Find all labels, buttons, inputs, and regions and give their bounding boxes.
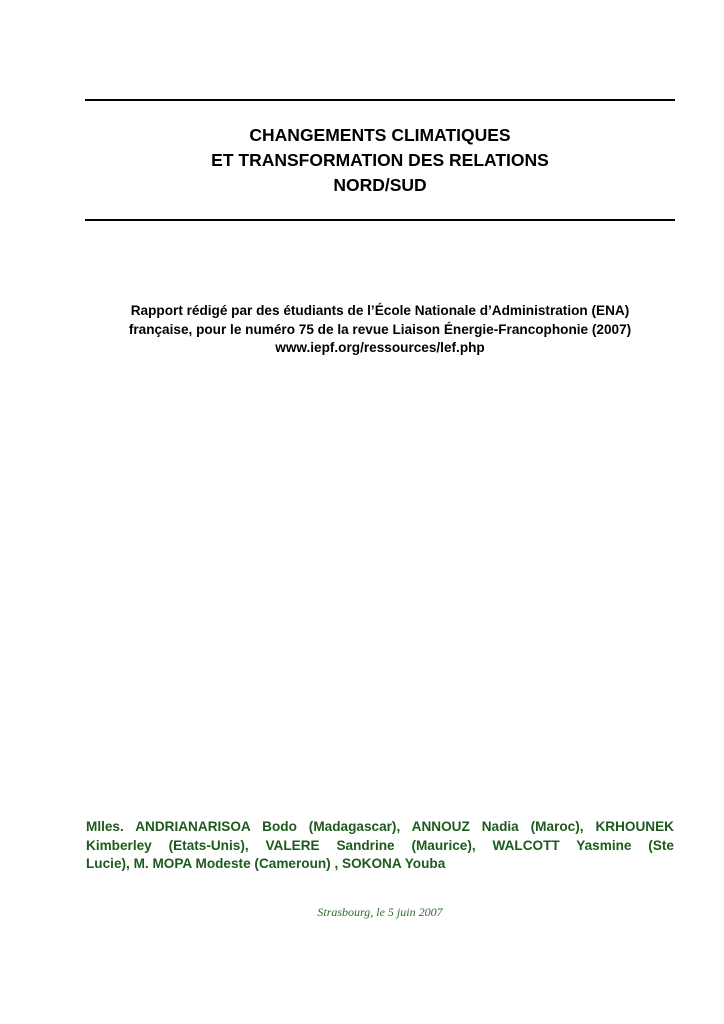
subtitle-line-1: Rapport rédigé par des étudiants de l’École Nationale d’Administration (ENA) <box>130 303 630 318</box>
authors-line-1: Mlles. ANDRIANARISOA Bodo (Madagascar), ANNOUZ Nadia (Maroc), KRHOUNEK <box>86 819 674 834</box>
report-description <box>85 302 675 358</box>
title-line-1: CHANGEMENTS CLIMATIQUES <box>249 125 511 145</box>
subtitle-url: www.iepf.org/ressources/lef.php <box>275 340 485 355</box>
top-divider <box>85 99 675 101</box>
title-line-2: ET TRANSFORMATION DES RELATIONS <box>211 150 549 170</box>
subtitle-line-2: française, pour le numéro 75 de la revue Liaison Énergie-Francophonie (2007) <box>128 321 632 337</box>
title-line-3: NORD/SUD <box>333 175 427 195</box>
place-and-date: Strasbourg, le 5 juin 2007 <box>317 905 443 919</box>
document-title <box>85 123 675 198</box>
authors-line-2: Kimberley (Etats-Unis), VALERE Sandrine (Maurice), WALCOTT Yasmine (Ste <box>86 837 674 853</box>
authors-list <box>86 818 674 874</box>
bottom-divider <box>85 219 675 221</box>
authors-line-3: Lucie), M. MOPA Modeste (Cameroun) , SOKONA Youba <box>86 856 446 871</box>
